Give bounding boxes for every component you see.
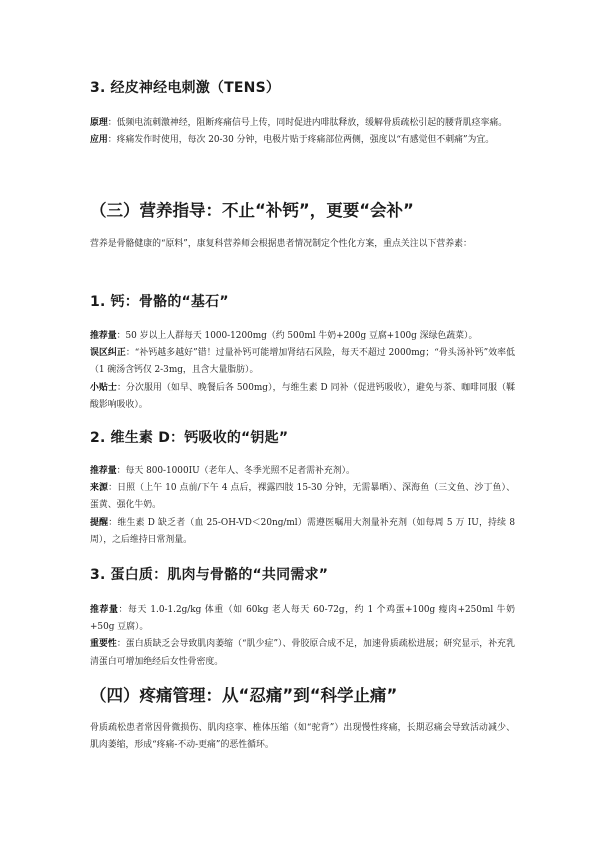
calcium-recommended-paragraph bbox=[90, 328, 515, 345]
calcium-block bbox=[90, 328, 515, 414]
tens-principle-text: ：低频电流刺激神经，阻断疼痛信号上传，同时促进内啡肽释放，缓解骨质疏松引起的腰背肌痉挛痛。 bbox=[107, 118, 508, 128]
tens-application-text: ：疼痛发作时使用，每次 20-30 分钟，电极片贴于疼痛部位两侧，强度以“有感觉但不刺痛”为宜。 bbox=[107, 135, 495, 146]
tens-block bbox=[90, 115, 515, 149]
vitamin-d-reminder-paragraph bbox=[90, 515, 515, 549]
protein-importance-text: ：蛋白质缺乏会导致肌肉萎缩（“肌少症”）、骨胶原合成不足，加速骨质疏松进展；研究显示，补充乳清蛋白可增加绝经后女性骨密度。 bbox=[90, 639, 515, 667]
protein-block bbox=[90, 602, 515, 671]
calcium-recommended-text: ：50 岁以上人群每天 1000-1200mg（约 500ml 牛奶+200g 豆腐+100g 深绿色蔬菜）。 bbox=[116, 331, 478, 341]
protein-recommended-text: ：每天 1.0-1.2g/kg 体重（如 60kg 老人每天 60-72g，约 1 个鸡蛋+100g 瘦肉+250ml 牛奶+50g 豆腐）。 bbox=[90, 605, 515, 633]
protein-recommended-label: 推荐量 bbox=[90, 605, 119, 615]
protein-importance-paragraph bbox=[90, 636, 515, 670]
protein-recommended-paragraph bbox=[90, 602, 515, 636]
section-heading-pain: （四）疼痛管理：从“忍痛”到“科学止痛” bbox=[90, 686, 398, 705]
nutrition-intro-paragraph: 营养是骨骼健康的“原料”，康复科营养师会根据患者情况制定个性化方案，重点关注以下营养素： bbox=[90, 239, 472, 249]
section-title-vitamin-d: 2. 维生素 D：钙吸收的“钥匙” bbox=[90, 430, 289, 446]
vitamin-d-source-label: 来源 bbox=[90, 483, 109, 494]
calcium-tips-text: ：分次服用（如早、晚餐后各 500mg），与维生素 D 同补（促进钙吸收），避免与茶、咖啡同服（鞣酸影响吸收）。 bbox=[90, 382, 515, 410]
tens-application-label: 应用 bbox=[90, 135, 108, 146]
vitamin-d-recommended-label: 推荐量 bbox=[90, 466, 117, 476]
tens-principle-paragraph bbox=[90, 115, 515, 132]
calcium-myth-label: 误区纠正 bbox=[90, 348, 126, 359]
vitamin-d-reminder-label: 提醒 bbox=[90, 517, 109, 528]
vitamin-d-block bbox=[90, 463, 515, 549]
vitamin-d-recommended-paragraph bbox=[90, 463, 515, 480]
vitamin-d-source-paragraph bbox=[90, 480, 515, 514]
section-title-calcium: 1. 钙：骨骼的“基石” bbox=[90, 294, 229, 310]
calcium-myth-paragraph bbox=[90, 345, 515, 379]
vitamin-d-recommended-text: ：每天 800-1000IU（老年人、冬季光照不足者需补充剂）。 bbox=[116, 466, 355, 476]
protein-importance-label: 重要性 bbox=[90, 639, 117, 650]
calcium-myth-text: ：“补钙越多越好”错！过量补钙可能增加肾结石风险，每天不超过 2000mg；“骨头汤补钙”效率低（1 碗汤含钙仅 2-3mg，且含大量脂肪）。 bbox=[90, 348, 516, 376]
calcium-tips-paragraph bbox=[90, 380, 515, 414]
calcium-recommended-label: 推荐量 bbox=[90, 331, 117, 341]
calcium-tips-label: 小贴士 bbox=[90, 382, 117, 393]
section-title-tens: 3. 经皮神经电刺激（TENS） bbox=[90, 80, 281, 96]
vitamin-d-source-text: ：日照（上午 10 点前/下午 4 点后，裸露四肢 15-30 分钟，无需暴晒）、深海鱼（三文鱼、沙丁鱼）、蛋黄、强化牛奶。 bbox=[90, 483, 515, 511]
tens-application-paragraph bbox=[90, 132, 515, 149]
pain-intro-block bbox=[90, 720, 515, 754]
section-title-protein: 3. 蛋白质：肌肉与骨骼的“共同需求” bbox=[90, 567, 329, 583]
nutrition-intro-block bbox=[90, 236, 515, 253]
section-heading-nutrition: （三）营养指导：不止“补钙”，更要“会补” bbox=[90, 201, 414, 220]
pain-intro-paragraph: 骨质疏松患者常因骨微损伤、肌肉痉挛、椎体压缩（如“驼背”）出现慢性疼痛，长期忍痛会导致活动减少、肌肉萎缩，形成“疼痛-不动-更痛”的恶性循环。 bbox=[90, 723, 515, 751]
vitamin-d-reminder-text: ：维生素 D 缺乏者（血 25-OH-VD＜20ng/ml）需遵医嘱用大剂量补充剂（如每周 5 万 IU，持续 8 周），之后维持日常剂量。 bbox=[90, 517, 516, 545]
tens-principle-label: 原理 bbox=[90, 118, 108, 128]
